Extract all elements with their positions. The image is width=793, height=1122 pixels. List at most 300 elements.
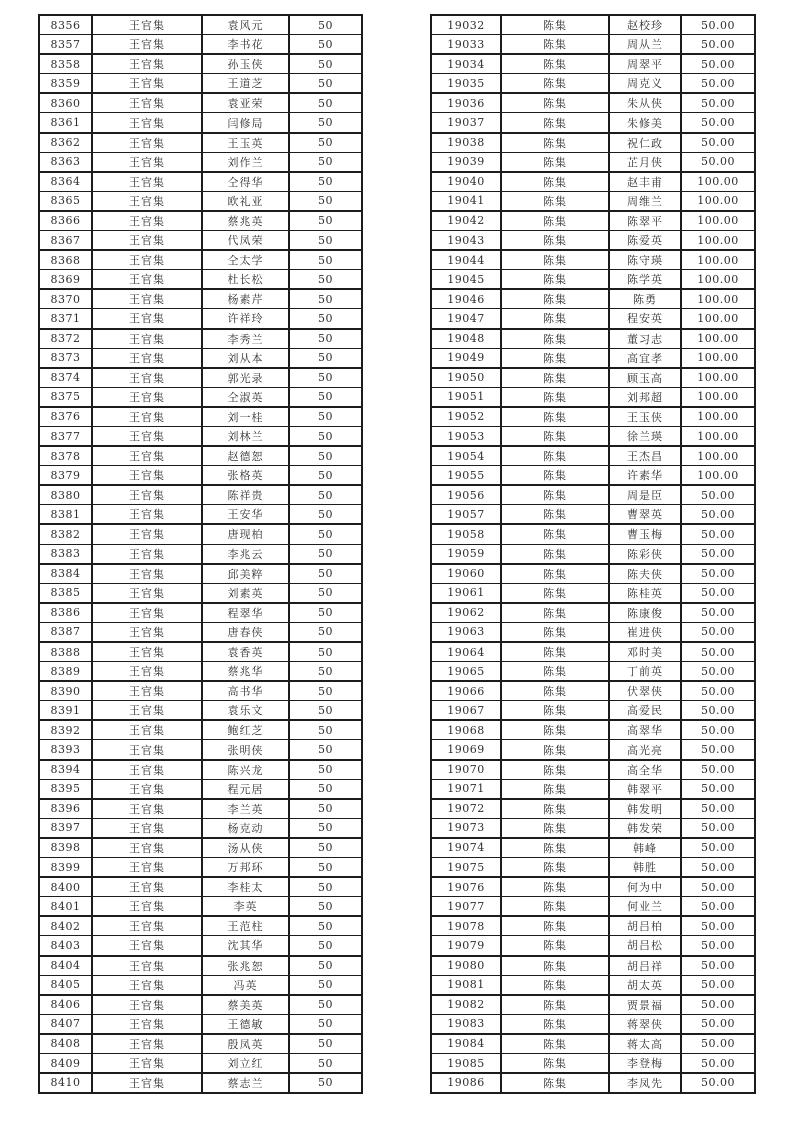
cell-township: 陈集 <box>501 740 609 760</box>
cell-name: 祝仁政 <box>609 133 681 153</box>
cell-name: 刘邦超 <box>609 387 681 407</box>
table-row <box>39 858 362 878</box>
table-row <box>431 485 755 505</box>
table-row <box>431 387 755 407</box>
cell-township: 王官集 <box>92 270 202 290</box>
table-row <box>39 544 362 564</box>
cell-amount: 50 <box>289 622 362 642</box>
cell-name: 刘从本 <box>202 348 289 368</box>
table-row <box>39 387 362 407</box>
cell-serial-number: 8356 <box>39 15 92 35</box>
table-row <box>39 603 362 623</box>
cell-serial-number: 19078 <box>431 916 501 936</box>
cell-serial-number: 19086 <box>431 1073 501 1093</box>
cell-township: 陈集 <box>501 583 609 603</box>
cell-serial-number: 8366 <box>39 211 92 231</box>
cell-serial-number: 8400 <box>39 877 92 897</box>
cell-serial-number: 19038 <box>431 133 501 153</box>
table-row <box>39 505 362 525</box>
cell-township: 陈集 <box>501 1053 609 1073</box>
cell-township: 陈集 <box>501 15 609 35</box>
cell-township: 王官集 <box>92 113 202 133</box>
cell-township: 陈集 <box>501 916 609 936</box>
cell-serial-number: 19046 <box>431 289 501 309</box>
cell-serial-number: 19064 <box>431 642 501 662</box>
cell-serial-number: 19048 <box>431 329 501 349</box>
cell-township: 陈集 <box>501 74 609 94</box>
cell-serial-number: 19036 <box>431 93 501 113</box>
cell-amount: 50.00 <box>681 838 755 858</box>
cell-serial-number: 8402 <box>39 916 92 936</box>
cell-name: 孙玉侠 <box>202 54 289 74</box>
cell-serial-number: 19035 <box>431 74 501 94</box>
table-row <box>39 956 362 976</box>
cell-serial-number: 8359 <box>39 74 92 94</box>
cell-amount: 50 <box>289 348 362 368</box>
cell-township: 王官集 <box>92 309 202 329</box>
cell-serial-number: 19063 <box>431 622 501 642</box>
cell-name: 李秀兰 <box>202 329 289 349</box>
cell-township: 王官集 <box>92 231 202 251</box>
cell-township: 陈集 <box>501 172 609 192</box>
cell-amount: 50 <box>289 877 362 897</box>
cell-township: 陈集 <box>501 1014 609 1034</box>
table-row <box>431 681 755 701</box>
table-row <box>431 1053 755 1073</box>
cell-township: 王官集 <box>92 818 202 838</box>
table-row <box>431 407 755 427</box>
cell-amount: 50.00 <box>681 956 755 976</box>
cell-township: 王官集 <box>92 329 202 349</box>
cell-amount: 100.00 <box>681 407 755 427</box>
cell-serial-number: 19060 <box>431 564 501 584</box>
table-row <box>431 309 755 329</box>
table-row <box>39 564 362 584</box>
cell-name: 高书华 <box>202 681 289 701</box>
cell-amount: 50 <box>289 956 362 976</box>
cell-name: 袁风元 <box>202 15 289 35</box>
cell-name: 曹翠英 <box>609 505 681 525</box>
cell-township: 王官集 <box>92 760 202 780</box>
cell-township: 陈集 <box>501 681 609 701</box>
cell-serial-number: 19044 <box>431 250 501 270</box>
table-row <box>431 956 755 976</box>
cell-serial-number: 19041 <box>431 191 501 211</box>
cell-township: 陈集 <box>501 1034 609 1054</box>
cell-amount: 50 <box>289 250 362 270</box>
cell-name: 赵校珍 <box>609 15 681 35</box>
cell-township: 王官集 <box>92 407 202 427</box>
cell-serial-number: 19050 <box>431 368 501 388</box>
cell-name: 崔进侠 <box>609 622 681 642</box>
cell-name: 刘作兰 <box>202 152 289 172</box>
cell-name: 闫修局 <box>202 113 289 133</box>
cell-township: 王官集 <box>92 956 202 976</box>
table-row <box>39 701 362 721</box>
table-row <box>39 662 362 682</box>
cell-township: 陈集 <box>501 603 609 623</box>
cell-serial-number: 19058 <box>431 524 501 544</box>
table-row <box>431 348 755 368</box>
cell-amount: 50 <box>289 485 362 505</box>
table-row <box>39 1034 362 1054</box>
cell-amount: 50.00 <box>681 603 755 623</box>
table-row <box>431 760 755 780</box>
cell-name: 王范柱 <box>202 916 289 936</box>
cell-amount: 100.00 <box>681 348 755 368</box>
cell-amount: 50 <box>289 858 362 878</box>
cell-name: 刘素英 <box>202 583 289 603</box>
table-row <box>431 250 755 270</box>
table-row <box>39 779 362 799</box>
cell-amount: 50 <box>289 1073 362 1093</box>
cell-amount: 50 <box>289 1014 362 1034</box>
cell-amount: 50.00 <box>681 152 755 172</box>
table-row <box>431 172 755 192</box>
table-row <box>39 975 362 995</box>
table-row <box>431 93 755 113</box>
cell-name: 蔡兆华 <box>202 662 289 682</box>
cell-amount: 50 <box>289 426 362 446</box>
cell-township: 王官集 <box>92 1014 202 1034</box>
cell-serial-number: 19040 <box>431 172 501 192</box>
table-row <box>431 1034 755 1054</box>
table-row <box>39 289 362 309</box>
cell-township: 王官集 <box>92 603 202 623</box>
cell-serial-number: 19059 <box>431 544 501 564</box>
cell-name: 刘立红 <box>202 1053 289 1073</box>
cell-serial-number: 19057 <box>431 505 501 525</box>
cell-name: 许祥玲 <box>202 309 289 329</box>
table-row <box>431 642 755 662</box>
cell-township: 王官集 <box>92 916 202 936</box>
cell-name: 蔡兆英 <box>202 211 289 231</box>
cell-name: 万邦环 <box>202 858 289 878</box>
cell-name: 王安华 <box>202 505 289 525</box>
table-row <box>431 152 755 172</box>
cell-serial-number: 19067 <box>431 701 501 721</box>
cell-township: 王官集 <box>92 858 202 878</box>
cell-serial-number: 8388 <box>39 642 92 662</box>
cell-township: 陈集 <box>501 720 609 740</box>
table-row <box>431 975 755 995</box>
cell-serial-number: 8404 <box>39 956 92 976</box>
cell-township: 陈集 <box>501 505 609 525</box>
cell-township: 陈集 <box>501 662 609 682</box>
cell-township: 王官集 <box>92 642 202 662</box>
table-row <box>39 211 362 231</box>
cell-amount: 50.00 <box>681 1073 755 1093</box>
cell-township: 王官集 <box>92 564 202 584</box>
cell-amount: 50 <box>289 387 362 407</box>
table-row <box>431 740 755 760</box>
cell-serial-number: 8399 <box>39 858 92 878</box>
cell-name: 仝太学 <box>202 250 289 270</box>
cell-amount: 50 <box>289 642 362 662</box>
cell-name: 高光亮 <box>609 740 681 760</box>
cell-serial-number: 8389 <box>39 662 92 682</box>
cell-serial-number: 8392 <box>39 720 92 740</box>
cell-name: 韩翠平 <box>609 779 681 799</box>
cell-name: 冯英 <box>202 975 289 995</box>
cell-serial-number: 8367 <box>39 231 92 251</box>
cell-township: 陈集 <box>501 152 609 172</box>
cell-amount: 50 <box>289 681 362 701</box>
cell-township: 陈集 <box>501 564 609 584</box>
cell-name: 韩发荣 <box>609 818 681 838</box>
cell-name: 韩胜 <box>609 858 681 878</box>
cell-amount: 50 <box>289 603 362 623</box>
cell-name: 陈夫侠 <box>609 564 681 584</box>
cell-amount: 50 <box>289 446 362 466</box>
cell-name: 唐现柏 <box>202 524 289 544</box>
cell-amount: 100.00 <box>681 289 755 309</box>
cell-township: 王官集 <box>92 15 202 35</box>
cell-township: 王官集 <box>92 1053 202 1073</box>
table-row <box>39 329 362 349</box>
cell-serial-number: 8403 <box>39 936 92 956</box>
table-row <box>431 231 755 251</box>
cell-serial-number: 8357 <box>39 35 92 55</box>
cell-amount: 50.00 <box>681 113 755 133</box>
table-row <box>39 133 362 153</box>
cell-amount: 50.00 <box>681 15 755 35</box>
cell-amount: 50 <box>289 15 362 35</box>
cell-serial-number: 8408 <box>39 1034 92 1054</box>
cell-name: 韩发明 <box>609 799 681 819</box>
cell-amount: 50.00 <box>681 760 755 780</box>
cell-amount: 100.00 <box>681 309 755 329</box>
cell-township: 王官集 <box>92 877 202 897</box>
table-row <box>39 250 362 270</box>
table-row <box>39 152 362 172</box>
table-row <box>431 583 755 603</box>
cell-amount: 50.00 <box>681 54 755 74</box>
cell-serial-number: 19070 <box>431 760 501 780</box>
cell-township: 王官集 <box>92 662 202 682</box>
cell-township: 王官集 <box>92 172 202 192</box>
table-row <box>431 603 755 623</box>
cell-amount: 50.00 <box>681 720 755 740</box>
cell-name: 周翠平 <box>609 54 681 74</box>
cell-township: 王官集 <box>92 544 202 564</box>
cell-amount: 50.00 <box>681 877 755 897</box>
cell-name: 陈守瑛 <box>609 250 681 270</box>
cell-name: 许素华 <box>609 466 681 486</box>
cell-township: 王官集 <box>92 622 202 642</box>
cell-amount: 50 <box>289 524 362 544</box>
cell-serial-number: 19062 <box>431 603 501 623</box>
cell-name: 程安英 <box>609 309 681 329</box>
cell-name: 贾景福 <box>609 995 681 1015</box>
cell-township: 陈集 <box>501 191 609 211</box>
cell-township: 王官集 <box>92 740 202 760</box>
cell-serial-number: 19047 <box>431 309 501 329</box>
cell-name: 蔡志兰 <box>202 1073 289 1093</box>
cell-amount: 50 <box>289 995 362 1015</box>
cell-township: 陈集 <box>501 93 609 113</box>
cell-township: 陈集 <box>501 544 609 564</box>
cell-serial-number: 8390 <box>39 681 92 701</box>
cell-township: 王官集 <box>92 720 202 740</box>
cell-serial-number: 19082 <box>431 995 501 1015</box>
cell-amount: 50 <box>289 662 362 682</box>
cell-name: 袁香英 <box>202 642 289 662</box>
cell-serial-number: 8409 <box>39 1053 92 1073</box>
cell-township: 陈集 <box>501 270 609 290</box>
cell-name: 欧礼亚 <box>202 191 289 211</box>
cell-serial-number: 19042 <box>431 211 501 231</box>
cell-township: 陈集 <box>501 426 609 446</box>
cell-serial-number: 19077 <box>431 897 501 917</box>
cell-serial-number: 8385 <box>39 583 92 603</box>
cell-serial-number: 19053 <box>431 426 501 446</box>
cell-serial-number: 19080 <box>431 956 501 976</box>
cell-amount: 50 <box>289 152 362 172</box>
cell-serial-number: 8406 <box>39 995 92 1015</box>
cell-amount: 50 <box>289 701 362 721</box>
cell-township: 王官集 <box>92 289 202 309</box>
cell-serial-number: 19045 <box>431 270 501 290</box>
cell-serial-number: 8379 <box>39 466 92 486</box>
cell-amount: 50 <box>289 544 362 564</box>
cell-name: 丁前英 <box>609 662 681 682</box>
cell-serial-number: 8397 <box>39 818 92 838</box>
cell-name: 王道芝 <box>202 74 289 94</box>
cell-township: 陈集 <box>501 309 609 329</box>
table-row <box>431 877 755 897</box>
cell-township: 陈集 <box>501 936 609 956</box>
cell-name: 顾玉高 <box>609 368 681 388</box>
cell-amount: 50 <box>289 133 362 153</box>
cell-amount: 50 <box>289 897 362 917</box>
cell-name: 鲍红芝 <box>202 720 289 740</box>
cell-name: 陈彩侠 <box>609 544 681 564</box>
table-row <box>431 270 755 290</box>
table-row <box>39 231 362 251</box>
cell-serial-number: 8405 <box>39 975 92 995</box>
cell-serial-number: 8393 <box>39 740 92 760</box>
cell-name: 陈爱英 <box>609 231 681 251</box>
table-row <box>39 681 362 701</box>
cell-amount: 100.00 <box>681 250 755 270</box>
cell-name: 王德敏 <box>202 1014 289 1034</box>
cell-amount: 50 <box>289 309 362 329</box>
cell-township: 王官集 <box>92 681 202 701</box>
cell-serial-number: 19032 <box>431 15 501 35</box>
cell-serial-number: 8375 <box>39 387 92 407</box>
cell-serial-number: 19039 <box>431 152 501 172</box>
cell-township: 王官集 <box>92 54 202 74</box>
cell-township: 陈集 <box>501 701 609 721</box>
cell-township: 王官集 <box>92 1034 202 1054</box>
table-row <box>39 740 362 760</box>
table-row <box>431 133 755 153</box>
cell-township: 陈集 <box>501 35 609 55</box>
table-row <box>431 916 755 936</box>
cell-amount: 50 <box>289 172 362 192</box>
cell-township: 陈集 <box>501 407 609 427</box>
cell-name: 高全华 <box>609 760 681 780</box>
table-row <box>431 505 755 525</box>
cell-amount: 50 <box>289 936 362 956</box>
cell-amount: 50.00 <box>681 701 755 721</box>
cell-name: 李英 <box>202 897 289 917</box>
cell-name: 张兆恕 <box>202 956 289 976</box>
cell-serial-number: 19034 <box>431 54 501 74</box>
cell-amount: 50.00 <box>681 975 755 995</box>
cell-amount: 50.00 <box>681 1014 755 1034</box>
cell-amount: 50.00 <box>681 544 755 564</box>
cell-amount: 100.00 <box>681 231 755 251</box>
cell-township: 王官集 <box>92 838 202 858</box>
cell-township: 王官集 <box>92 505 202 525</box>
cell-name: 殷凤英 <box>202 1034 289 1054</box>
cell-name: 唐春侠 <box>202 622 289 642</box>
cell-amount: 50 <box>289 740 362 760</box>
table-row <box>431 524 755 544</box>
cell-amount: 50.00 <box>681 995 755 1015</box>
cell-township: 陈集 <box>501 289 609 309</box>
cell-amount: 50 <box>289 799 362 819</box>
table-row <box>39 877 362 897</box>
cell-township: 陈集 <box>501 211 609 231</box>
table-row <box>431 544 755 564</box>
cell-amount: 50 <box>289 211 362 231</box>
cell-township: 王官集 <box>92 348 202 368</box>
cell-amount: 50.00 <box>681 858 755 878</box>
cell-township: 王官集 <box>92 779 202 799</box>
table-row <box>431 995 755 1015</box>
cell-serial-number: 8387 <box>39 622 92 642</box>
table-row <box>39 897 362 917</box>
cell-name: 仝得华 <box>202 172 289 192</box>
cell-township: 陈集 <box>501 642 609 662</box>
cell-name: 陈兴龙 <box>202 760 289 780</box>
cell-serial-number: 8370 <box>39 289 92 309</box>
cell-serial-number: 19079 <box>431 936 501 956</box>
cell-serial-number: 19069 <box>431 740 501 760</box>
cell-township: 王官集 <box>92 152 202 172</box>
cell-serial-number: 8407 <box>39 1014 92 1034</box>
cell-township: 王官集 <box>92 995 202 1015</box>
cell-amount: 50.00 <box>681 622 755 642</box>
table-row <box>431 113 755 133</box>
cell-township: 陈集 <box>501 779 609 799</box>
table-row <box>39 172 362 192</box>
cell-name: 周克义 <box>609 74 681 94</box>
cell-name: 赵德恕 <box>202 446 289 466</box>
cell-serial-number: 19068 <box>431 720 501 740</box>
cell-name: 刘林兰 <box>202 426 289 446</box>
cell-serial-number: 8364 <box>39 172 92 192</box>
cell-serial-number: 19073 <box>431 818 501 838</box>
cell-name: 袁亚荣 <box>202 93 289 113</box>
cell-name: 蔡美英 <box>202 995 289 1015</box>
cell-amount: 100.00 <box>681 329 755 349</box>
cell-amount: 50.00 <box>681 505 755 525</box>
cell-serial-number: 8361 <box>39 113 92 133</box>
cell-name: 蒋翠侠 <box>609 1014 681 1034</box>
cell-name: 李凤先 <box>609 1073 681 1093</box>
cell-name: 杨素芹 <box>202 289 289 309</box>
cell-amount: 50.00 <box>681 35 755 55</box>
cell-township: 王官集 <box>92 936 202 956</box>
cell-serial-number: 8363 <box>39 152 92 172</box>
cell-serial-number: 19081 <box>431 975 501 995</box>
cell-name: 李书花 <box>202 35 289 55</box>
cell-township: 王官集 <box>92 191 202 211</box>
